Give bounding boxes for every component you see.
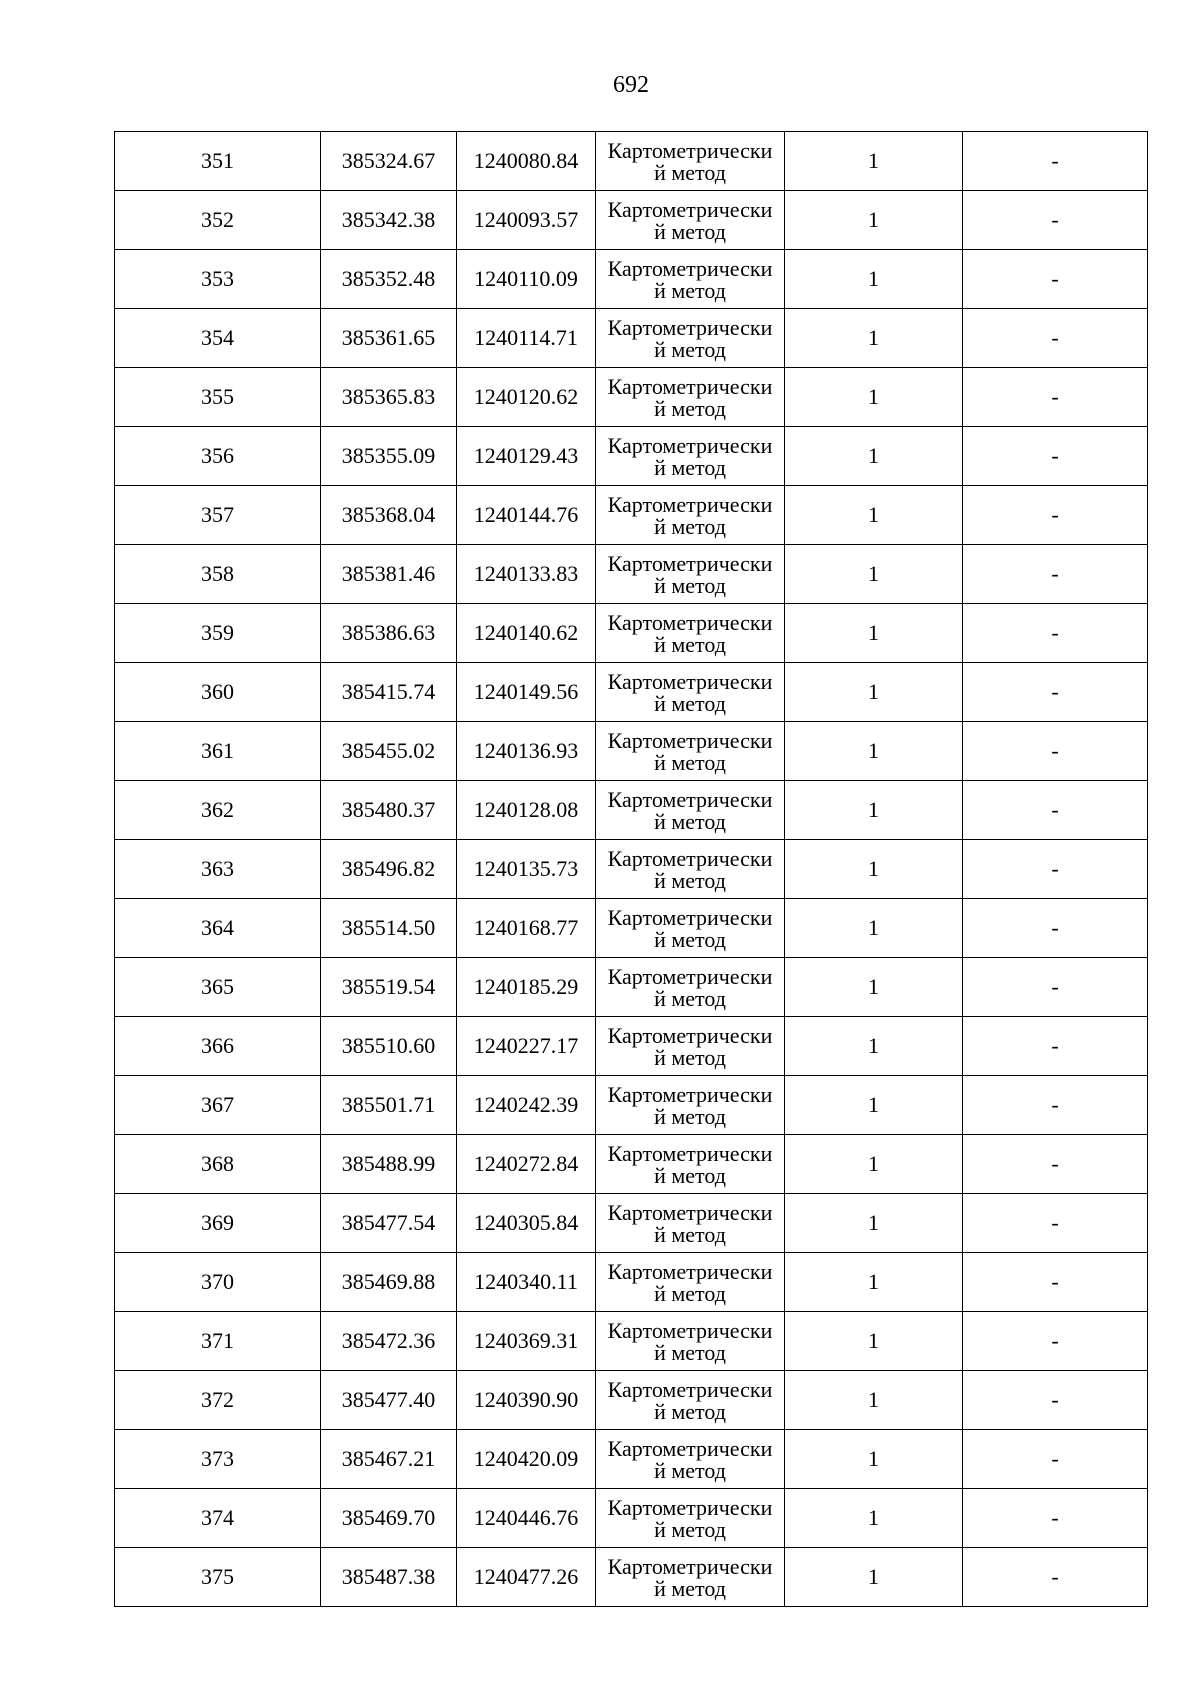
accuracy-cell: 1 bbox=[785, 250, 963, 309]
point-number-cell: 360 bbox=[115, 663, 321, 722]
method-cell bbox=[596, 368, 785, 427]
table-row bbox=[115, 663, 1148, 722]
method-line-2: й метод bbox=[654, 1340, 726, 1365]
x-coordinate-cell: 385477.54 bbox=[321, 1194, 457, 1253]
point-number-cell: 367 bbox=[115, 1076, 321, 1135]
page-number: 692 bbox=[613, 72, 649, 98]
y-coordinate-cell: 1240242.39 bbox=[457, 1076, 596, 1135]
method-line-1: Картометрически bbox=[607, 787, 773, 812]
table-row bbox=[115, 958, 1148, 1017]
note-cell: - bbox=[963, 309, 1148, 368]
method-cell bbox=[596, 132, 785, 191]
method-line-1: Картометрически bbox=[607, 728, 773, 753]
method-line-2: й метод bbox=[654, 1399, 726, 1424]
method-line-2: й метод bbox=[654, 927, 726, 952]
point-number-cell: 352 bbox=[115, 191, 321, 250]
note-cell: - bbox=[963, 1253, 1148, 1312]
accuracy-cell: 1 bbox=[785, 486, 963, 545]
table-row bbox=[115, 722, 1148, 781]
method-line-2: й метод bbox=[654, 868, 726, 893]
note-cell: - bbox=[963, 1135, 1148, 1194]
method-line-2: й метод bbox=[654, 1576, 726, 1601]
method-cell bbox=[596, 1253, 785, 1312]
method-cell bbox=[596, 545, 785, 604]
method-cell bbox=[596, 958, 785, 1017]
y-coordinate-cell: 1240168.77 bbox=[457, 899, 596, 958]
method-line-2: й метод bbox=[654, 632, 726, 657]
method-line-1: Картометрически bbox=[607, 197, 773, 222]
x-coordinate-cell: 385365.83 bbox=[321, 368, 457, 427]
method-cell bbox=[596, 722, 785, 781]
y-coordinate-cell: 1240272.84 bbox=[457, 1135, 596, 1194]
point-number-cell: 359 bbox=[115, 604, 321, 663]
method-line-2: й метод bbox=[654, 1163, 726, 1188]
y-coordinate-cell: 1240340.11 bbox=[457, 1253, 596, 1312]
method-line-1: Картометрически bbox=[607, 256, 773, 281]
accuracy-cell: 1 bbox=[785, 1430, 963, 1489]
x-coordinate-cell: 385455.02 bbox=[321, 722, 457, 781]
table-row bbox=[115, 604, 1148, 663]
method-cell bbox=[596, 309, 785, 368]
method-line-2: й метод bbox=[654, 514, 726, 539]
table-row bbox=[115, 486, 1148, 545]
method-cell bbox=[596, 840, 785, 899]
table-row bbox=[115, 132, 1148, 191]
y-coordinate-cell: 1240140.62 bbox=[457, 604, 596, 663]
method-line-2: й метод bbox=[654, 160, 726, 185]
x-coordinate-cell: 385361.65 bbox=[321, 309, 457, 368]
table-row bbox=[115, 899, 1148, 958]
y-coordinate-cell: 1240080.84 bbox=[457, 132, 596, 191]
point-number-cell: 355 bbox=[115, 368, 321, 427]
y-coordinate-cell: 1240129.43 bbox=[457, 427, 596, 486]
point-number-cell: 368 bbox=[115, 1135, 321, 1194]
table-row bbox=[115, 427, 1148, 486]
point-number-cell: 353 bbox=[115, 250, 321, 309]
x-coordinate-cell: 385472.36 bbox=[321, 1312, 457, 1371]
method-line-2: й метод bbox=[654, 1222, 726, 1247]
method-line-1: Картометрически bbox=[607, 492, 773, 517]
method-line-1: Картометрически bbox=[607, 1023, 773, 1048]
y-coordinate-cell: 1240477.26 bbox=[457, 1548, 596, 1607]
accuracy-cell: 1 bbox=[785, 545, 963, 604]
x-coordinate-cell: 385355.09 bbox=[321, 427, 457, 486]
method-line-1: Картометрически bbox=[607, 669, 773, 694]
table-row bbox=[115, 1194, 1148, 1253]
method-line-1: Картометрически bbox=[607, 610, 773, 635]
method-cell bbox=[596, 1371, 785, 1430]
note-cell: - bbox=[963, 1017, 1148, 1076]
x-coordinate-cell: 385487.38 bbox=[321, 1548, 457, 1607]
method-line-1: Картометрически bbox=[607, 1259, 773, 1284]
method-line-1: Картометрически bbox=[607, 315, 773, 340]
method-line-1: Картометрически bbox=[607, 1082, 773, 1107]
point-number-cell: 351 bbox=[115, 132, 321, 191]
y-coordinate-cell: 1240185.29 bbox=[457, 958, 596, 1017]
x-coordinate-cell: 385386.63 bbox=[321, 604, 457, 663]
point-number-cell: 372 bbox=[115, 1371, 321, 1430]
x-coordinate-cell: 385467.21 bbox=[321, 1430, 457, 1489]
accuracy-cell: 1 bbox=[785, 309, 963, 368]
method-cell bbox=[596, 1135, 785, 1194]
note-cell: - bbox=[963, 604, 1148, 663]
note-cell: - bbox=[963, 191, 1148, 250]
y-coordinate-cell: 1240135.73 bbox=[457, 840, 596, 899]
accuracy-cell: 1 bbox=[785, 781, 963, 840]
y-coordinate-cell: 1240149.56 bbox=[457, 663, 596, 722]
point-number-cell: 363 bbox=[115, 840, 321, 899]
point-number-cell: 364 bbox=[115, 899, 321, 958]
y-coordinate-cell: 1240120.62 bbox=[457, 368, 596, 427]
table-row bbox=[115, 781, 1148, 840]
method-cell bbox=[596, 250, 785, 309]
table-row bbox=[115, 191, 1148, 250]
x-coordinate-cell: 385501.71 bbox=[321, 1076, 457, 1135]
method-cell bbox=[596, 899, 785, 958]
accuracy-cell: 1 bbox=[785, 191, 963, 250]
accuracy-cell: 1 bbox=[785, 1489, 963, 1548]
point-number-cell: 354 bbox=[115, 309, 321, 368]
method-line-1: Картометрически bbox=[607, 1318, 773, 1343]
method-line-1: Картометрически bbox=[607, 551, 773, 576]
note-cell: - bbox=[963, 840, 1148, 899]
note-cell: - bbox=[963, 486, 1148, 545]
x-coordinate-cell: 385488.99 bbox=[321, 1135, 457, 1194]
method-cell bbox=[596, 1194, 785, 1253]
method-cell bbox=[596, 1312, 785, 1371]
note-cell: - bbox=[963, 368, 1148, 427]
x-coordinate-cell: 385368.04 bbox=[321, 486, 457, 545]
table-row bbox=[115, 1253, 1148, 1312]
accuracy-cell: 1 bbox=[785, 1076, 963, 1135]
method-line-1: Картометрически bbox=[607, 846, 773, 871]
method-line-2: й метод bbox=[654, 1045, 726, 1070]
point-number-cell: 362 bbox=[115, 781, 321, 840]
note-cell: - bbox=[963, 1430, 1148, 1489]
table-row bbox=[115, 1548, 1148, 1607]
accuracy-cell: 1 bbox=[785, 899, 963, 958]
method-cell bbox=[596, 486, 785, 545]
x-coordinate-cell: 385519.54 bbox=[321, 958, 457, 1017]
y-coordinate-cell: 1240227.17 bbox=[457, 1017, 596, 1076]
table-row bbox=[115, 1312, 1148, 1371]
accuracy-cell: 1 bbox=[785, 427, 963, 486]
accuracy-cell: 1 bbox=[785, 1017, 963, 1076]
point-number-cell: 375 bbox=[115, 1548, 321, 1607]
point-number-cell: 371 bbox=[115, 1312, 321, 1371]
method-line-2: й метод bbox=[654, 1517, 726, 1542]
table-row bbox=[115, 545, 1148, 604]
x-coordinate-cell: 385469.70 bbox=[321, 1489, 457, 1548]
x-coordinate-cell: 385342.38 bbox=[321, 191, 457, 250]
method-line-1: Картометрически bbox=[607, 1377, 773, 1402]
note-cell: - bbox=[963, 1194, 1148, 1253]
note-cell: - bbox=[963, 1076, 1148, 1135]
note-cell: - bbox=[963, 1489, 1148, 1548]
accuracy-cell: 1 bbox=[785, 722, 963, 781]
point-number-cell: 366 bbox=[115, 1017, 321, 1076]
accuracy-cell: 1 bbox=[785, 1253, 963, 1312]
accuracy-cell: 1 bbox=[785, 840, 963, 899]
y-coordinate-cell: 1240369.31 bbox=[457, 1312, 596, 1371]
method-cell bbox=[596, 427, 785, 486]
method-line-1: Картометрически bbox=[607, 964, 773, 989]
y-coordinate-cell: 1240446.76 bbox=[457, 1489, 596, 1548]
point-number-cell: 373 bbox=[115, 1430, 321, 1489]
point-number-cell: 374 bbox=[115, 1489, 321, 1548]
table-row bbox=[115, 1135, 1148, 1194]
y-coordinate-cell: 1240420.09 bbox=[457, 1430, 596, 1489]
y-coordinate-cell: 1240114.71 bbox=[457, 309, 596, 368]
x-coordinate-cell: 385415.74 bbox=[321, 663, 457, 722]
method-line-2: й метод bbox=[654, 1458, 726, 1483]
method-line-2: й метод bbox=[654, 573, 726, 598]
method-line-2: й метод bbox=[654, 691, 726, 716]
point-number-cell: 356 bbox=[115, 427, 321, 486]
note-cell: - bbox=[963, 1312, 1148, 1371]
method-line-1: Картометрически bbox=[607, 1141, 773, 1166]
method-cell bbox=[596, 1076, 785, 1135]
note-cell: - bbox=[963, 132, 1148, 191]
note-cell: - bbox=[963, 1548, 1148, 1607]
method-line-1: Картометрически bbox=[607, 1554, 773, 1579]
method-line-2: й метод bbox=[654, 219, 726, 244]
point-number-cell: 358 bbox=[115, 545, 321, 604]
x-coordinate-cell: 385469.88 bbox=[321, 1253, 457, 1312]
accuracy-cell: 1 bbox=[785, 958, 963, 1017]
table-row bbox=[115, 368, 1148, 427]
table-row bbox=[115, 1076, 1148, 1135]
y-coordinate-cell: 1240133.83 bbox=[457, 545, 596, 604]
x-coordinate-cell: 385514.50 bbox=[321, 899, 457, 958]
point-number-cell: 370 bbox=[115, 1253, 321, 1312]
point-number-cell: 369 bbox=[115, 1194, 321, 1253]
y-coordinate-cell: 1240136.93 bbox=[457, 722, 596, 781]
method-line-2: й метод bbox=[654, 455, 726, 480]
method-line-2: й метод bbox=[654, 809, 726, 834]
note-cell: - bbox=[963, 958, 1148, 1017]
accuracy-cell: 1 bbox=[785, 1371, 963, 1430]
x-coordinate-cell: 385381.46 bbox=[321, 545, 457, 604]
method-line-2: й метод bbox=[654, 396, 726, 421]
x-coordinate-cell: 385496.82 bbox=[321, 840, 457, 899]
method-cell bbox=[596, 1548, 785, 1607]
point-number-cell: 361 bbox=[115, 722, 321, 781]
method-line-1: Картометрически bbox=[607, 138, 773, 163]
accuracy-cell: 1 bbox=[785, 1194, 963, 1253]
table-row bbox=[115, 250, 1148, 309]
x-coordinate-cell: 385324.67 bbox=[321, 132, 457, 191]
method-line-2: й метод bbox=[654, 986, 726, 1011]
accuracy-cell: 1 bbox=[785, 1135, 963, 1194]
note-cell: - bbox=[963, 899, 1148, 958]
method-cell bbox=[596, 1017, 785, 1076]
table-row bbox=[115, 1489, 1148, 1548]
point-number-cell: 365 bbox=[115, 958, 321, 1017]
y-coordinate-cell: 1240110.09 bbox=[457, 250, 596, 309]
y-coordinate-cell: 1240093.57 bbox=[457, 191, 596, 250]
method-line-2: й метод bbox=[654, 278, 726, 303]
note-cell: - bbox=[963, 545, 1148, 604]
method-line-2: й метод bbox=[654, 1281, 726, 1306]
method-cell bbox=[596, 1430, 785, 1489]
y-coordinate-cell: 1240144.76 bbox=[457, 486, 596, 545]
table-row bbox=[115, 1430, 1148, 1489]
accuracy-cell: 1 bbox=[785, 368, 963, 427]
y-coordinate-cell: 1240305.84 bbox=[457, 1194, 596, 1253]
method-cell bbox=[596, 1489, 785, 1548]
method-line-1: Картометрически bbox=[607, 1436, 773, 1461]
coordinates-table bbox=[114, 131, 1148, 1607]
method-line-1: Картометрически bbox=[607, 433, 773, 458]
point-number-cell: 357 bbox=[115, 486, 321, 545]
note-cell: - bbox=[963, 781, 1148, 840]
accuracy-cell: 1 bbox=[785, 132, 963, 191]
table-row bbox=[115, 1371, 1148, 1430]
method-line-2: й метод bbox=[654, 1104, 726, 1129]
x-coordinate-cell: 385480.37 bbox=[321, 781, 457, 840]
note-cell: - bbox=[963, 722, 1148, 781]
accuracy-cell: 1 bbox=[785, 663, 963, 722]
note-cell: - bbox=[963, 427, 1148, 486]
method-line-1: Картометрически bbox=[607, 1200, 773, 1225]
method-line-1: Картометрически bbox=[607, 1495, 773, 1520]
table-body bbox=[115, 132, 1148, 1607]
x-coordinate-cell: 385510.60 bbox=[321, 1017, 457, 1076]
method-line-1: Картометрически bbox=[607, 905, 773, 930]
method-cell bbox=[596, 604, 785, 663]
method-cell bbox=[596, 191, 785, 250]
accuracy-cell: 1 bbox=[785, 1548, 963, 1607]
method-cell bbox=[596, 781, 785, 840]
note-cell: - bbox=[963, 1371, 1148, 1430]
method-cell bbox=[596, 663, 785, 722]
accuracy-cell: 1 bbox=[785, 604, 963, 663]
method-line-2: й метод bbox=[654, 337, 726, 362]
y-coordinate-cell: 1240390.90 bbox=[457, 1371, 596, 1430]
table-row bbox=[115, 840, 1148, 899]
y-coordinate-cell: 1240128.08 bbox=[457, 781, 596, 840]
accuracy-cell: 1 bbox=[785, 1312, 963, 1371]
x-coordinate-cell: 385477.40 bbox=[321, 1371, 457, 1430]
table-row bbox=[115, 309, 1148, 368]
note-cell: - bbox=[963, 663, 1148, 722]
x-coordinate-cell: 385352.48 bbox=[321, 250, 457, 309]
note-cell: - bbox=[963, 250, 1148, 309]
method-line-1: Картометрически bbox=[607, 374, 773, 399]
table-row bbox=[115, 1017, 1148, 1076]
method-line-2: й метод bbox=[654, 750, 726, 775]
